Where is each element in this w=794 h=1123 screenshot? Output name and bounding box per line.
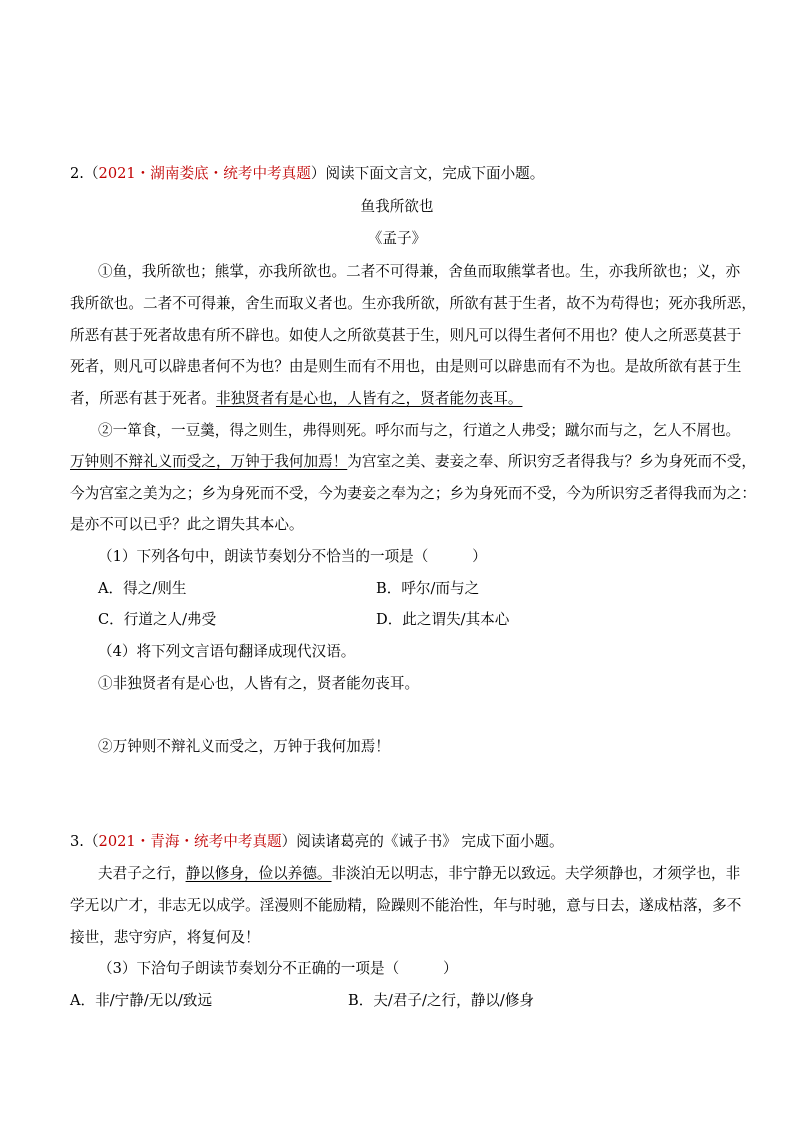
q3-source-close: ） (281, 833, 297, 850)
q3-underlined-sentence: 静以修身，俭以养德。 (185, 865, 332, 882)
passage-title: 鱼我所欲也 (360, 198, 434, 215)
q2-number: 2. (70, 165, 84, 182)
q2-sub4-prompt: （4）将下列文言语句翻译成现代汉语。 (98, 643, 356, 660)
q2-header (70, 164, 730, 184)
q2-p1-line-4: 死者，则凡可以辟患者何不为也？由是则生而有不用也，由是则可以辟患而有不为也。是故所欲有甚于生 (70, 358, 742, 375)
q2-p1-line-3: 所恶有甚于死者故患有所不辟也。如使人之所欲莫甚于生，则凡可以得生者何不用也？使人之所恶莫甚于 (70, 327, 742, 344)
q2-source: 2021・湖南娄底・统考中考真题 (98, 165, 311, 182)
q2-translate-item-2: ②万钟则不辩礼义而受之，万钟于我何加焉！ (98, 738, 390, 755)
q2-p1-underlined-sentence: 非独贤者有是心也，人皆有之，贤者能勿丧耳。 (215, 390, 523, 407)
q2-sub1-prompt: （1）下列各句中，朗读节奏划分不恰当的一项是（ ） (98, 548, 487, 565)
q2-p1-line-1: ①鱼，我所欲也；熊掌，亦我所欲也。二者不可得兼，舍鱼而取熊掌者也。生，亦我所欲也；义，亦 (98, 263, 741, 280)
q2-p2-line-4: 是亦不可以已乎？此之谓失其本心。 (70, 516, 304, 533)
q3-header (70, 832, 730, 852)
q3-prompt: 阅读诸葛亮的《诫子书》 完成下面小题。 (296, 833, 564, 850)
q2-translate-item-1: ①非独贤者有是心也，人皆有之，贤者能勿丧耳。 (98, 675, 420, 692)
passage-author: 《孟子》 (367, 230, 427, 247)
q2-source-open: （ (83, 165, 99, 182)
q2-source-close: ） (310, 165, 326, 182)
q3-p-line-1-end: 非淡泊无以明志，非宁静无以致远。夫学须静也，才须学也，非 (331, 865, 741, 882)
q2-p2-underlined-sentence: 万钟则不辩礼义而受之，万钟于我何加焉！ (70, 453, 348, 470)
q3-source-open: （ (83, 833, 99, 850)
q3-source: 2021・青海・统考中考真题 (98, 833, 282, 850)
q2-p1-line-2: 我所欲也。二者不可得兼，舍生而取义者也。生亦我所欲，所欲有甚于生者，故不为苟得也；死亦我所恶， (70, 295, 756, 312)
q3-option-b: B．夫/君子/之行，静以/修身 (348, 992, 535, 1009)
q2-p2-line-1: ②一箪食，一豆羹，得之则生，弗得则死。呼尔而与之，行道之人弗受；蹴尔而与之，乞人不屑也。 (98, 422, 741, 439)
q3-p-line-1 (98, 864, 758, 884)
q3-sub3-prompt: （3）下洽句子朗读节奏划分不正确的一项是（ ） (98, 960, 458, 977)
q2-option-a: A．得之/则生 (98, 580, 187, 597)
q3-number: 3. (70, 833, 84, 850)
q3-p-line-2: 学无以广才，非志无以成学。淫漫则不能励精，险躁则不能治性，年与时驰，意与日去，遂成枯落，多不 (70, 897, 742, 914)
q2-p2-line-3: 今为宫室之美为之；乡为身死而不受，今为妻妾之奉为之；乡为身死而不受，今为所识穷乏者得我而为之： (70, 485, 756, 502)
q2-options-row-1 (98, 579, 758, 599)
q2-options-row-2 (98, 610, 758, 630)
q3-option-a: A．非/宁静/无以/致远 (70, 992, 213, 1009)
q2-p2-line-2-text: 为宫室之美、妻妾之奉、所识穷乏者得我与？乡为身死而不受， (347, 453, 756, 470)
q2-p1-line-5-text: 者，所恶有甚于死者。 (70, 390, 216, 407)
q2-p2-line-2 (70, 452, 756, 472)
q3-options-row-1 (70, 991, 730, 1011)
q2-prompt: 阅读下面文言文，完成下面小题。 (325, 165, 545, 182)
q2-p1-line-5 (70, 389, 730, 409)
q3-p-line-3: 接世，悲守穷庐，将复何及！ (70, 929, 260, 946)
q2-option-b: B．呼尔/而与之 (376, 580, 480, 597)
q2-option-c: C．行道之人/弗受 (98, 611, 217, 628)
q2-option-d: D．此之谓失/其本心 (376, 611, 510, 628)
q3-p-line-1-start: 夫君子之行， (98, 865, 186, 882)
